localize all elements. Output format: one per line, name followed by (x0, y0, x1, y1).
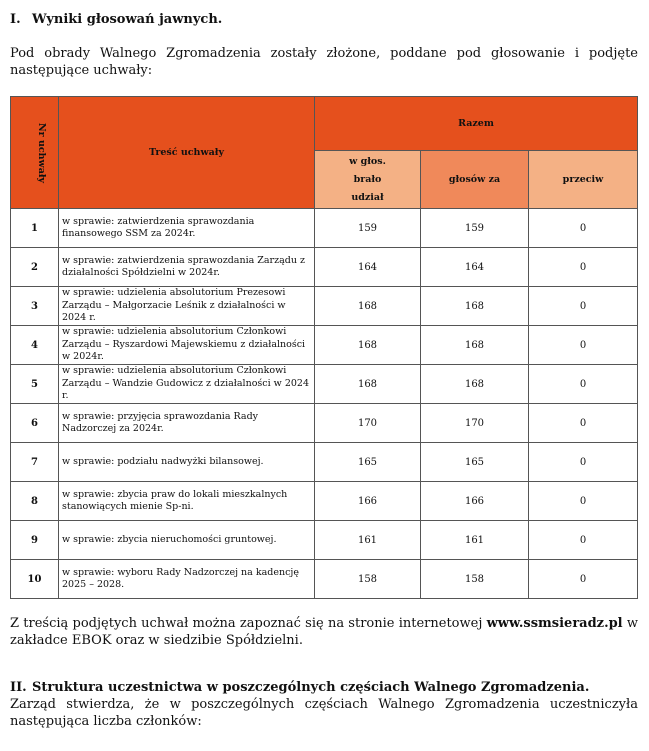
row-udzial: 168 (315, 326, 421, 365)
row-udzial: 166 (315, 482, 421, 521)
row-tresc: w sprawie: zatwierdzenia sprawozdania finansowego SSM za 2024r. (59, 209, 315, 248)
row-udzial: 164 (315, 248, 421, 287)
row-tresc: w sprawie: zbycia praw do lokali mieszkalnych stanowiących mienie Sp-ni. (59, 482, 315, 521)
header-tresc: Treść uchwały (59, 97, 315, 209)
row-udzial: 158 (315, 560, 421, 599)
row-za: 166 (421, 482, 529, 521)
section-1-number: I. (10, 12, 21, 27)
row-za: 158 (421, 560, 529, 599)
row-przeciw: 0 (529, 443, 638, 482)
row-tresc: w sprawie: podziału nadwyżki bilansowej. (59, 443, 315, 482)
row-przeciw: 0 (529, 248, 638, 287)
section-1-title: Wyniki głosowań jawnych. (32, 12, 223, 27)
row-tresc: w sprawie: udzielenia absolutorium Członkowi Zarządu – Wandzie Gudowicz z działalności w 2024 r. (59, 365, 315, 404)
table-row (11, 326, 638, 365)
row-przeciw: 0 (529, 209, 638, 248)
row-tresc: w sprawie: przyjęcia sprawozdania Rady Nadzorczej za 2024r. (59, 404, 315, 443)
row-udzial: 165 (315, 443, 421, 482)
row-nr: 2 (11, 248, 59, 287)
intro-paragraph: Pod obrady Walnego Zgromadzenia zostały złożone, poddane pod głosowanie i podjęte następujące uchwały: (10, 46, 638, 78)
row-tresc: w sprawie: udzielenia absolutorium Prezesowi Zarządu – Małgorzacie Leśnik z działalności w 2024 r. (59, 287, 315, 326)
row-za: 159 (421, 209, 529, 248)
row-nr: 10 (11, 560, 59, 599)
final-paragraph: Zarząd stwierdza, że w poszczególnych częściach Walnego Zgromadzenia uczestniczyła następująca liczba członków: (10, 697, 638, 729)
table-row (11, 404, 638, 443)
table-row (11, 287, 638, 326)
row-za: 170 (421, 404, 529, 443)
header-nr (11, 97, 59, 209)
row-przeciw: 0 (529, 287, 638, 326)
table-row (11, 443, 638, 482)
row-za: 165 (421, 443, 529, 482)
row-nr: 1 (11, 209, 59, 248)
info-text-start: Z treścią podjętych uchwał można zapoznać się na stronie internetowej (10, 616, 487, 631)
row-udzial: 159 (315, 209, 421, 248)
table-row (11, 560, 638, 599)
section-1-heading (10, 12, 222, 27)
row-tresc: w sprawie: wyboru Rady Nadzorczej na kadencję 2025 – 2028. (59, 560, 315, 599)
table-row (11, 365, 638, 404)
row-nr: 6 (11, 404, 59, 443)
header-udzial-label: w głos. brało udział (349, 155, 386, 203)
row-nr: 4 (11, 326, 59, 365)
table-row (11, 248, 638, 287)
row-udzial: 170 (315, 404, 421, 443)
row-nr: 8 (11, 482, 59, 521)
table-row (11, 209, 638, 248)
row-za: 168 (421, 287, 529, 326)
row-przeciw: 0 (529, 560, 638, 599)
row-udzial: 168 (315, 287, 421, 326)
row-nr: 3 (11, 287, 59, 326)
row-przeciw: 0 (529, 326, 638, 365)
row-nr: 9 (11, 521, 59, 560)
row-za: 164 (421, 248, 529, 287)
section-2-number: II. (10, 680, 27, 695)
row-tresc: w sprawie: zbycia nieruchomości gruntowej. (59, 521, 315, 560)
row-nr: 5 (11, 365, 59, 404)
website-link[interactable]: www.ssmsieradz.pl (486, 616, 623, 631)
info-text-end: w zakładce EBOK oraz w siedzibie Spółdzielni. (10, 616, 638, 648)
header-udzial (315, 151, 421, 209)
header-za: głosów za (421, 151, 529, 209)
row-za: 161 (421, 521, 529, 560)
table-row (11, 482, 638, 521)
info-paragraph (10, 615, 638, 649)
header-przeciw: przeciw (529, 151, 638, 209)
row-przeciw: 0 (529, 365, 638, 404)
row-za: 168 (421, 326, 529, 365)
section-2-heading (10, 680, 589, 695)
row-udzial: 168 (315, 365, 421, 404)
row-nr: 7 (11, 443, 59, 482)
header-razem: Razem (315, 97, 638, 151)
section-2-title: Struktura uczestnictwa w poszczególnych częściach Walnego Zgromadzenia. (32, 680, 590, 695)
row-przeciw: 0 (529, 482, 638, 521)
row-tresc: w sprawie: zatwierdzenia sprawozdania Zarządu z działalności Spółdzielni w 2024r. (59, 248, 315, 287)
table-row (11, 521, 638, 560)
row-za: 168 (421, 365, 529, 404)
row-udzial: 161 (315, 521, 421, 560)
header-nr-label: Nr uchwały (36, 122, 48, 184)
row-przeciw: 0 (529, 521, 638, 560)
resolutions-table (10, 96, 638, 599)
row-tresc: w sprawie: udzielenia absolutorium Członkowi Zarządu – Ryszardowi Majewskiemu z działalności w 2024r. (59, 326, 315, 365)
row-przeciw: 0 (529, 404, 638, 443)
